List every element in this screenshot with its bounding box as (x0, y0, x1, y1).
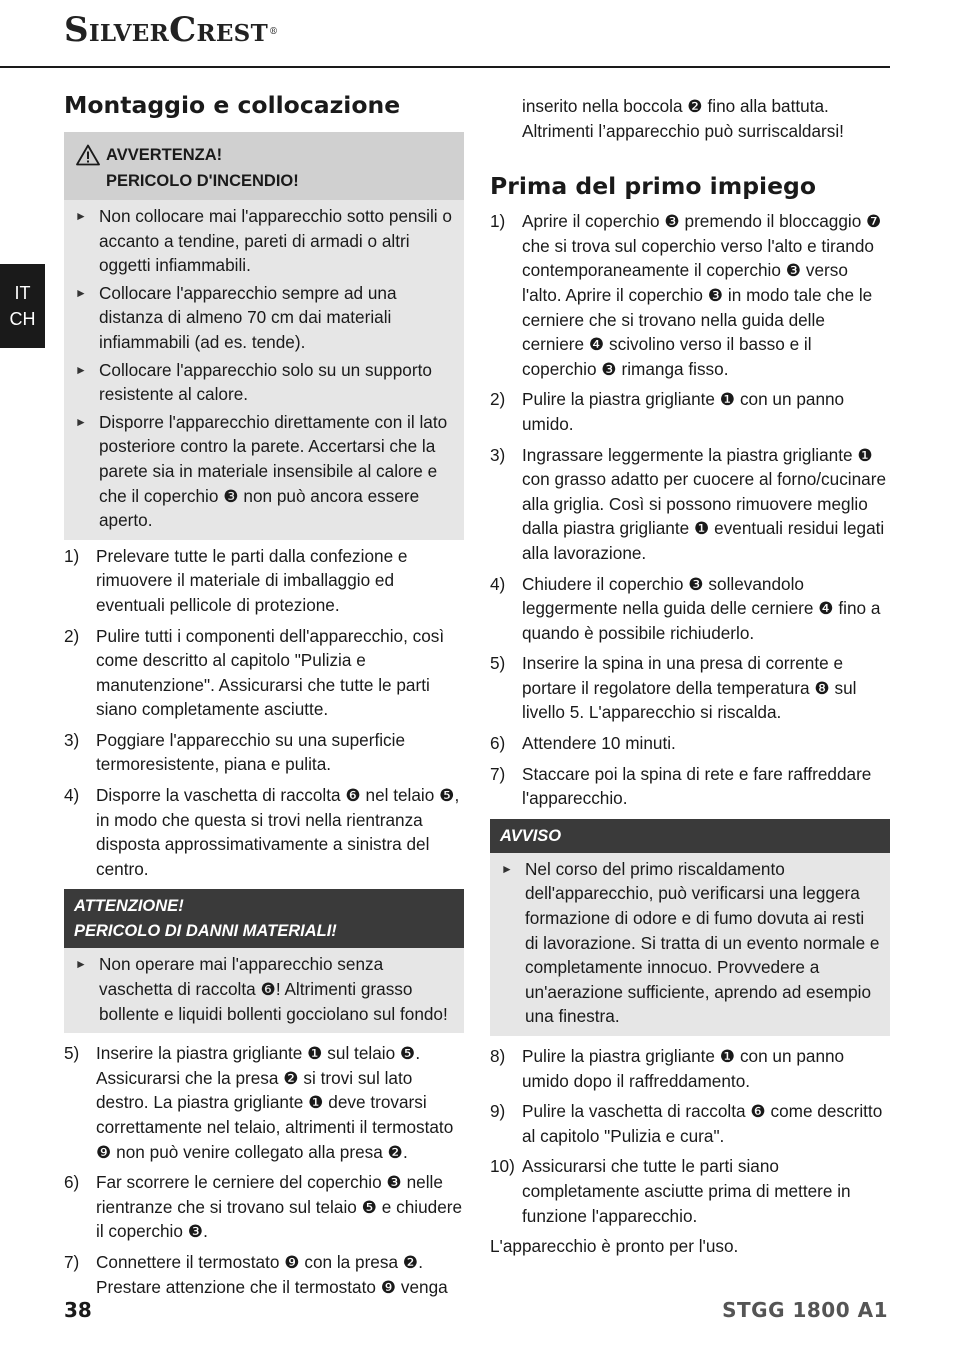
bullet-text: Non collocare mai l'apparecchio sotto pensili o accanto a tendine, pareti di armadi o altri oggetti infiammabili. (99, 206, 452, 276)
caution-subtitle: PERICOLO DI DANNI MATERIALI! (74, 922, 337, 941)
step-number: 1) (64, 545, 80, 566)
continued-text: inserito nella boccola ❷ fino alla battuta. Altrimenti l’apparecchio può surriscaldarsi! (522, 96, 844, 141)
page-number: 38 (64, 1298, 92, 1322)
bullet-arrow-icon: ► (75, 957, 87, 972)
step-text: Ingrassare leggermente la piastra grigliante ❶ con grasso adatto per cuocere al forno/cucinare alla griglia. Così si possono rimuovere meglio dalla piastra grigliante ❶ eventuali residui legati alla lavorazione. (522, 444, 887, 563)
bullet-arrow-icon: ► (75, 414, 87, 429)
step-item (490, 762, 890, 811)
section-title-montaggio: Montaggio e collocazione (64, 91, 401, 119)
model-number: STGG 1800 A1 (722, 1298, 888, 1322)
step-item (490, 1099, 890, 1148)
step-number: 10) (490, 1156, 515, 1177)
right-column (490, 94, 890, 1259)
step-number: 9) (490, 1101, 506, 1122)
step-text: Poggiare l'apparecchio su una superficie termoresistente, piana e pulita. (96, 729, 406, 775)
notice-header (490, 819, 890, 853)
bullet-text: Nel corso del primo riscaldamento dell'apparecchio, può verificarsi una leggera formazione di odore e di fumo dovuta ai resti di lavorazione. Si tratta di un evento normale e completamente innocuo. Provvedere a un'aerazione sufficiente, aprendo ad esempio una finestra. (525, 858, 880, 1027)
step-item (64, 1170, 464, 1244)
bullet-text: Disporre l'apparecchio direttamente con il lato posteriore contro la parete. Accertarsi che la parete sia in materiale insensibile al calore e che il coperchio ❸ non può ancora essere aperto. (99, 411, 448, 531)
language-tab (0, 264, 45, 348)
step-number: 7) (490, 763, 506, 784)
step-text: Chiudere il coperchio ❸ sollevandolo leggermente nella guida delle cerniere ❹ fino a quando è possibile richiuderlo. (522, 573, 881, 643)
step-text: Prelevare tutte le parti dalla confezione e rimuovere il materiale di imballaggio ed eventuali pellicole di protezione. (96, 545, 408, 615)
step-number: 6) (64, 1172, 80, 1193)
step-item (490, 1044, 890, 1093)
warning-subtitle: PERICOLO D'INCENDIO! (106, 172, 299, 190)
step-item (64, 783, 464, 881)
bullet-item (74, 204, 454, 278)
language-code-2: CH (9, 309, 36, 329)
step-number: 5) (490, 653, 506, 674)
step-number: 7) (64, 1251, 80, 1272)
left-steps-b (64, 1041, 464, 1299)
step-item (64, 1041, 464, 1164)
step-text: Staccare poi la spina di rete e fare raffreddare l'apparecchio. (522, 763, 872, 809)
step-number: 5) (64, 1043, 80, 1064)
left-steps-a (64, 544, 464, 882)
caution-header (64, 889, 464, 948)
step-item (490, 209, 890, 381)
notice-title: AVVISO (500, 826, 562, 845)
warning-box (64, 132, 464, 540)
bullet-arrow-icon: ► (75, 209, 87, 223)
step-item (490, 572, 890, 646)
step-text: Inserire la piastra grigliante ❶ sul telaio ❺. Assicurarsi che la presa ❷ si trovi sul lato destro. La piastra grigliante ❶ deve trovarsi correttamente nel telaio, altrimenti il termostato ❾ non può venire collegato alla presa ❷. (96, 1043, 454, 1162)
step-text: Pulire la piastra grigliante ❶ con un panno umido dopo il raffreddamento. (522, 1046, 845, 1091)
step-number: 2) (64, 625, 80, 646)
step-number: 3) (490, 444, 506, 465)
step-item (64, 1250, 464, 1299)
notice-box (490, 819, 890, 1036)
bullet-item (74, 952, 454, 1026)
caution-box (64, 889, 464, 1033)
step-text: Pulire tutti i componenti dell'apparecchio, così come descritto al capitolo "Pulizia e manutenzione". Assicurarsi che tutte le parti siano completamente asciutte. (96, 625, 445, 720)
bullet-item (74, 410, 454, 533)
step-item (490, 651, 890, 725)
step-number: 3) (64, 729, 80, 750)
step-text: Attendere 10 minuti. (522, 733, 676, 754)
right-steps-a (490, 209, 890, 811)
step-number: 1) (490, 211, 506, 232)
step-item (64, 544, 464, 618)
step-number: 8) (490, 1046, 506, 1066)
caution-title: ATTENZIONE! (74, 897, 184, 916)
step-item (64, 624, 464, 722)
warning-title: AVVERTENZA! (106, 146, 223, 164)
left-column (64, 90, 464, 1305)
brand-logo: SILVERCREST® (64, 10, 279, 50)
notice-body (490, 853, 890, 1036)
bullet-text: Collocare l'apparecchio solo su un supporto resistente al calore. (99, 359, 432, 405)
step-number: 6) (490, 733, 506, 754)
closing-text: L'apparecchio è pronto per l'uso. (490, 1236, 739, 1257)
warning-triangle-icon (76, 144, 100, 166)
warning-body (64, 200, 464, 540)
bullet-text: Collocare l'apparecchio sempre ad una distanza di almeno 70 cm dai materiali infiammabili (ad es. tende). (99, 282, 397, 352)
bullet-arrow-icon: ► (501, 861, 513, 876)
bullet-item (500, 857, 880, 1029)
bullet-item (74, 281, 454, 355)
step-number: 4) (64, 785, 80, 806)
step-text: Inserire la spina in una presa di corrente e portare il regolatore della temperatura ❽ sul livello 5. L'apparecchio si riscalda. (522, 653, 857, 723)
step-number: 2) (490, 389, 506, 410)
step-text: Assicurarsi che tutte le parti siano completamente asciutte prima di mettere in funzione l'apparecchio. (522, 1156, 851, 1226)
step-item (490, 387, 890, 436)
step-text: Disporre la vaschetta di raccolta ❻ nel telaio ❺, in modo che questa si trovi nella rientranza disposta approssimativamente a sinistra del centro. (96, 785, 460, 879)
step-item (490, 731, 890, 756)
step-item (490, 443, 890, 566)
header-rule (0, 66, 890, 68)
section-title-primo-impiego: Prima del primo impiego (490, 172, 816, 201)
warning-header (64, 132, 464, 200)
step-text: Pulire la piastra grigliante ❶ con un panno umido. (522, 389, 845, 434)
right-steps-b (490, 1044, 890, 1228)
caution-body (64, 948, 464, 1033)
step-item (490, 1154, 890, 1228)
language-code-1: IT (14, 283, 31, 303)
bullet-text: Non operare mai l'apparecchio senza vaschetta di raccolta ❻! Altrimenti grasso bollente e liquidi bollenti gocciolano sul fondo! (99, 954, 448, 1024)
bullet-arrow-icon: ► (75, 285, 87, 300)
step-text: Far scorrere le cerniere del coperchio ❸ nelle rientranze che si trovano sul telaio ❺ e chiudere il coperchio ❸. (96, 1172, 463, 1242)
step-number: 4) (490, 573, 506, 594)
step-text: Connettere il termostato ❾ con la presa ❷. Prestare attenzione che il termostato ❾ venga (96, 1251, 448, 1297)
step-text: Pulire la vaschetta di raccolta ❻ come descritto al capitolo "Pulizia e cura". (522, 1101, 883, 1146)
bullet-item (74, 358, 454, 407)
step-item (64, 728, 464, 777)
step-text: Aprire il coperchio ❸ premendo il bloccaggio ❼ che si trova sul coperchio verso l'alto e tirando contemporaneamente il coperchio ❸ verso l'alto. Aprire il coperchio ❸ in modo tale che le cerniere che si trovano nella guida delle cerniere ❹ scivolino verso il basso e il coperchio ❸ rimanga fisso. (522, 211, 882, 379)
bullet-arrow-icon: ► (75, 362, 87, 377)
